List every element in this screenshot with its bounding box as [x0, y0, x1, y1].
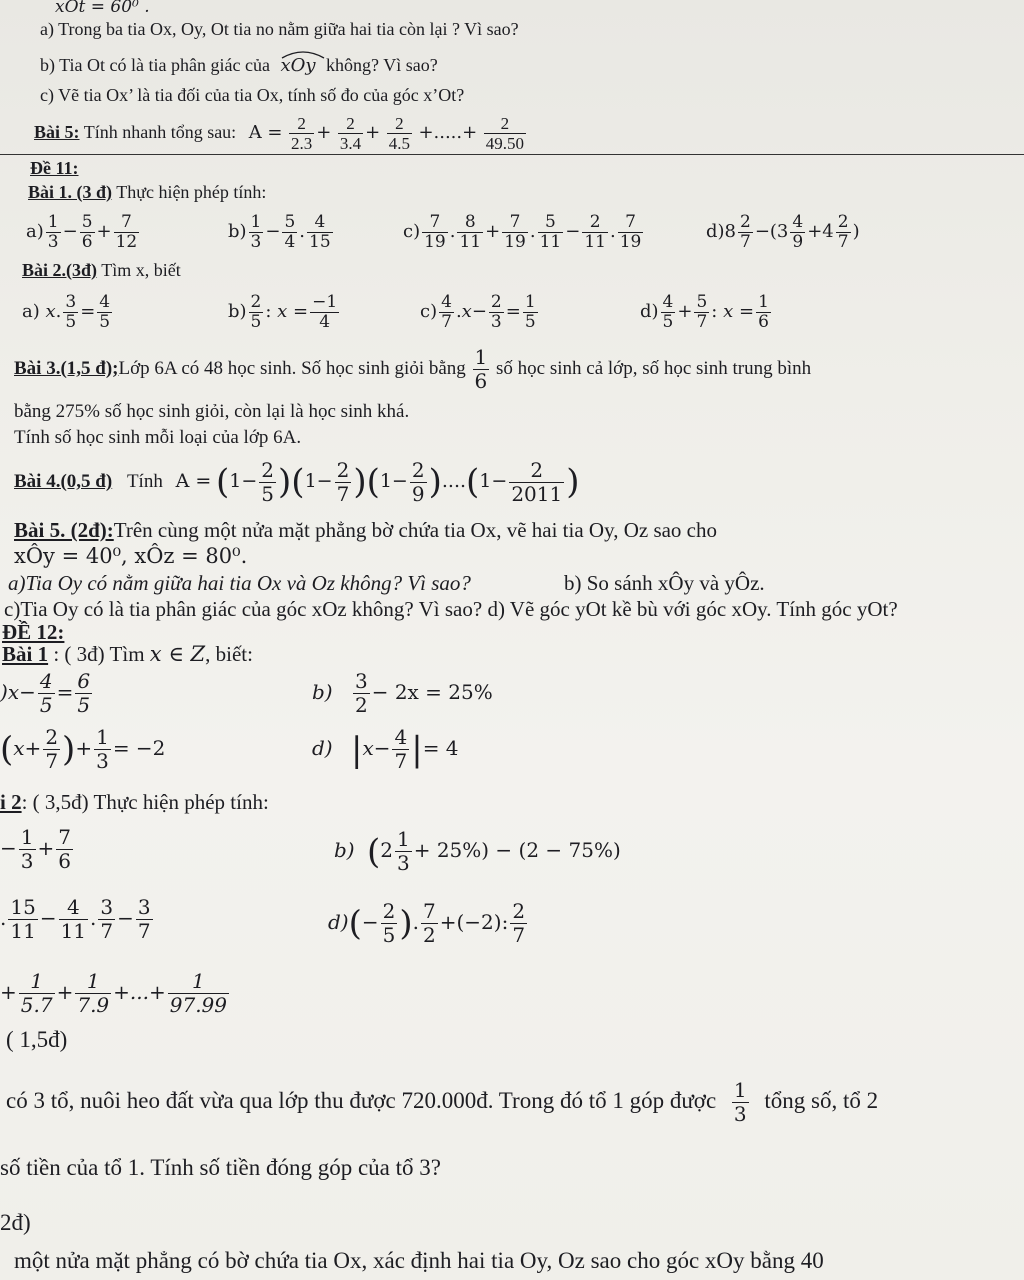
de11-bai1-a: a) $\frac{1}{3}$ − $\frac{5}{6}$ + $\frac{7}{12}$	[26, 211, 138, 252]
de12-bai1-a: )x− $\frac{4}{5}$ = $\frac{6}{5}$	[0, 669, 91, 717]
de11-bai5-a: a)Tia Oy có nằm giữa hai tia Ox và Oz không? Vì sao?	[8, 571, 471, 595]
de12-bai1-c: (x+ $\frac{2}{7}$ )+ $\frac{1}{3}$ = −2	[0, 725, 166, 773]
de12-bai3-line1: có 3 tổ, nuôi heo đất vừa qua lớp thu được 720.000đ. Trong đó tổ 1 góp được $\frac{1}{3}$ tổng số, tổ 2	[6, 1078, 879, 1127]
angle-xoy-hat: xOy	[280, 55, 315, 77]
top-question-b: b) Tia Ot có là tia phân giác của xOy không? Vì sao?	[40, 54, 438, 77]
de11-bai5-cd: c)Tia Oy có là tia phân giác của góc xOz không? Vì sao? d) Vẽ góc yOt kề bù với góc xOy. Tính góc yOt?	[4, 597, 898, 621]
de12-title: ĐỀ 12:	[2, 620, 65, 644]
section-divider	[0, 154, 1024, 155]
de11-bai4: Bài 4.(0,5 đ) Tính A = (1− $\frac{2}{5}$ )(1− $\frac{2}{7}$ )(1− $\frac{2}{9}$ )....(1− $\frac{2}{2011}$ )	[14, 457, 580, 506]
de11-bai2-d: d) $\frac{4}{5}$ + $\frac{5}{7}$ : x = $\frac{1}{6}$	[640, 291, 769, 332]
top-question-a: a) Trong ba tia Ox, Oy, Ot tia no nằm giữa hai tia còn lại ? Vì sao?	[40, 19, 519, 39]
de12-bai3-points: ( 1,5đ)	[6, 1027, 68, 1052]
de12-bai2-b: b) (2 $\frac{1}{3}$ + 25%) − (2 − 75%)	[334, 827, 621, 875]
de12-bai3-line2: số tiền của tổ 1. Tính số tiền đóng góp của tổ 3?	[0, 1155, 441, 1180]
de11-bai3-line2: bằng 275% số học sinh giỏi, còn lại là học sinh khá.	[14, 401, 410, 422]
de12-bai2-c: . $\frac{15}{11}$ − $\frac{4}{11}$ . $\frac{3}{7}$ − $\frac{3}{7}$	[0, 895, 151, 943]
de12-bai2-d: d)(− $\frac{2}{5}$ ). $\frac{7}{2}$ +(−2): $\frac{2}{7}$	[328, 899, 526, 947]
de11-bai2-heading: Bài 2.(3đ) Tìm x, biết	[22, 260, 181, 280]
de12-bai4-line: một nửa mặt phẳng có bờ chứa tia Ox, xác định hai tia Oy, Oz sao cho góc xOy bằng 40	[14, 1248, 824, 1273]
angle-given: xOt = 60⁰ .	[55, 0, 150, 17]
de11-bai2-c: c) $\frac{4}{7}$ .x− $\frac{2}{3}$ = $\frac{1}{5}$	[420, 291, 536, 332]
de12-bai2-heading: i 2: ( 3,5đ) Thực hiện phép tính:	[0, 790, 269, 814]
de12-bai1-d: d) |x− $\frac{4}{7}$ |= 4	[312, 725, 459, 773]
bai5-term-1: $\frac{2}{2.3}$	[291, 114, 313, 154]
de11-bai1-d: d)8 $\frac{2}{7}$ −(3 $\frac{4}{9}$ +4 $\frac{2}{7}$ )	[706, 211, 860, 252]
bai5-term-3: $\frac{2}{4.5}$	[388, 114, 410, 154]
de11-bai1-c: c) $\frac{7}{19}$ . $\frac{8}{11}$ + $\frac{7}{19}$ . $\frac{5}{11}$ − $\frac{2}{11}$ . $\frac{7}{19}$	[403, 211, 642, 252]
de11-bai5-angles: xÔy = 40⁰, xÔz = 80⁰.	[14, 544, 248, 568]
de12-bai1-heading: Bài 1 : ( 3đ) Tìm x ∈ Z, biết:	[2, 642, 253, 666]
de12-bai1-b: b) $\frac{3}{2}$ − 2x = 25%	[312, 669, 493, 717]
de11-bai5-b: b) So sánh xÔy và yÔz.	[564, 571, 765, 595]
de11-bai1-b: b) $\frac{1}{3}$ − $\frac{5}{4}$ . $\frac{4}{15}$	[228, 211, 331, 252]
de12-bai4-points: 2đ)	[0, 1210, 31, 1235]
de11-bai1-heading: Bài 1. (3 đ) Thực hiện phép tính:	[28, 182, 267, 202]
de11-bai2-b: b) $\frac{2}{5}$ : x = $\frac{-1}{4}$	[228, 291, 338, 332]
bai5-top: Bài 5: Tính nhanh tổng sau: A = $\frac{2}{2.3}$ + $\frac{2}{3.4}$ + $\frac{2}{4.5}$ +.....+ $\frac{2}{49.50}$	[34, 114, 524, 154]
de11-bai3-line3: Tính số học sinh mỗi loại của lớp 6A.	[14, 427, 302, 448]
de11-bai5-line1: Bài 5. (2đ):Trên cùng một nửa mặt phẳng bờ chứa tia Ox, vẽ hai tia Oy, Oz sao cho	[14, 518, 718, 542]
de12-bai2-a: − $\frac{1}{3}$ + $\frac{7}{6}$	[0, 825, 71, 873]
de11-bai3-line1: Bài 3.(1,5 đ);Lớp 6A có 48 học sinh. Số học sinh giỏi bằng $\frac{1}{6}$ số học sinh cả lớp, số học sinh trung bình	[14, 345, 812, 394]
bai5-term-2: $\frac{2}{3.4}$	[339, 114, 362, 154]
de11-title: Đề 11:	[30, 158, 79, 178]
bai5-term-last: $\frac{2}{49.50}$	[485, 114, 524, 154]
top-question-c: c) Vẽ tia Ox’ là tia đối của tia Ox, tính số đo của góc x’Ot?	[40, 85, 465, 105]
de11-bai2-a: a) x. $\frac{3}{5}$ = $\frac{4}{5}$	[22, 291, 111, 332]
de12-bai2-e: + $\frac{1}{5.7}$ + $\frac{1}{7.9}$ +...+ $\frac{1}{97.99}$	[0, 969, 228, 1017]
